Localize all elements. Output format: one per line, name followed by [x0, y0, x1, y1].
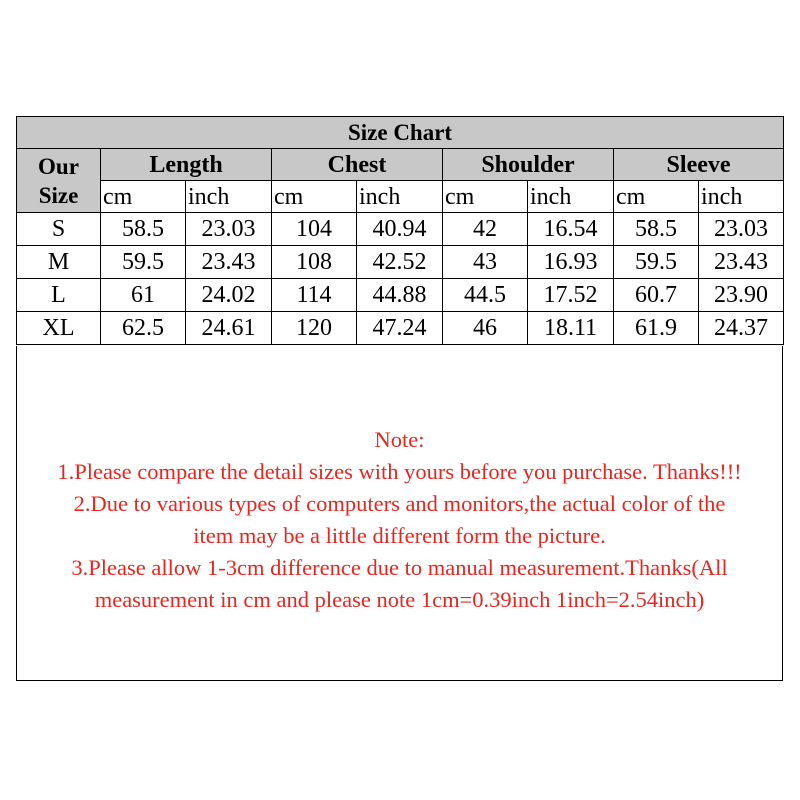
table-cell: 42.52 — [357, 246, 443, 279]
size-chart-table — [16, 116, 784, 345]
unit-header-sleeve-cm: cm — [614, 181, 699, 213]
table-row — [17, 246, 784, 279]
unit-header-shoulder-inch: inch — [528, 181, 614, 213]
unit-header-shoulder-cm: cm — [443, 181, 528, 213]
table-cell: 59.5 — [101, 246, 186, 279]
table-cell: 61 — [101, 279, 186, 312]
size-header-line2: Size — [38, 182, 79, 208]
sleeve-group-header: Sleeve — [614, 149, 784, 181]
table-cell: 23.03 — [699, 213, 784, 246]
table-cell: 62.5 — [101, 312, 186, 345]
note-line: 1.Please compare the detail sizes with yours before you purchase. Thanks!!! — [57, 459, 742, 484]
table-cell: 16.54 — [528, 213, 614, 246]
unit-header-sleeve-inch: inch — [699, 181, 784, 213]
table-cell: 18.11 — [528, 312, 614, 345]
note-line: item may be a little different form the picture. — [193, 523, 606, 548]
table-cell: 24.37 — [699, 312, 784, 345]
table-row — [17, 213, 784, 246]
size-cell: S — [17, 213, 101, 246]
table-cell: 17.52 — [528, 279, 614, 312]
table-cell: 58.5 — [614, 213, 699, 246]
table-cell: 108 — [272, 246, 357, 279]
table-cell: 24.61 — [186, 312, 272, 345]
table-cell: 23.90 — [699, 279, 784, 312]
chest-group-header: Chest — [272, 149, 443, 181]
table-cell: 59.5 — [614, 246, 699, 279]
note-line: measurement in cm and please note 1cm=0.39inch 1inch=2.54inch) — [94, 587, 705, 612]
size-column-header — [17, 149, 101, 213]
table-cell: 47.24 — [357, 312, 443, 345]
table-cell: 60.7 — [614, 279, 699, 312]
table-cell: 58.5 — [101, 213, 186, 246]
table-cell: 23.43 — [699, 246, 784, 279]
length-group-header: Length — [101, 149, 272, 181]
notes-heading: Note: — [374, 427, 425, 452]
unit-header-chest-cm: cm — [272, 181, 357, 213]
table-cell: 114 — [272, 279, 357, 312]
table-cell: 46 — [443, 312, 528, 345]
table-cell: 61.9 — [614, 312, 699, 345]
size-cell: L — [17, 279, 101, 312]
table-cell: 23.43 — [186, 246, 272, 279]
table-cell: 40.94 — [357, 213, 443, 246]
size-cell: M — [17, 246, 101, 279]
size-cell: XL — [17, 312, 101, 345]
note-line: 3.Please allow 1-3cm difference due to manual measurement.Thanks(All — [71, 555, 728, 580]
unit-header-length-cm: cm — [101, 181, 186, 213]
notes-box — [16, 346, 783, 681]
table-cell: 42 — [443, 213, 528, 246]
unit-header-chest-inch: inch — [357, 181, 443, 213]
notes-text — [17, 424, 782, 616]
shoulder-group-header: Shoulder — [443, 149, 614, 181]
note-line: 2.Due to various types of computers and monitors,the actual color of the — [73, 491, 726, 516]
table-cell: 120 — [272, 312, 357, 345]
table-cell: 43 — [443, 246, 528, 279]
table-cell: 16.93 — [528, 246, 614, 279]
table-cell: 104 — [272, 213, 357, 246]
table-cell: 44.88 — [357, 279, 443, 312]
size-header-line1: Our — [38, 153, 79, 179]
unit-header-length-inch: inch — [186, 181, 272, 213]
table-cell: 23.03 — [186, 213, 272, 246]
table-row — [17, 279, 784, 312]
table-row — [17, 312, 784, 345]
table-cell: 44.5 — [443, 279, 528, 312]
size-chart-title: Size Chart — [17, 117, 784, 149]
table-cell: 24.02 — [186, 279, 272, 312]
